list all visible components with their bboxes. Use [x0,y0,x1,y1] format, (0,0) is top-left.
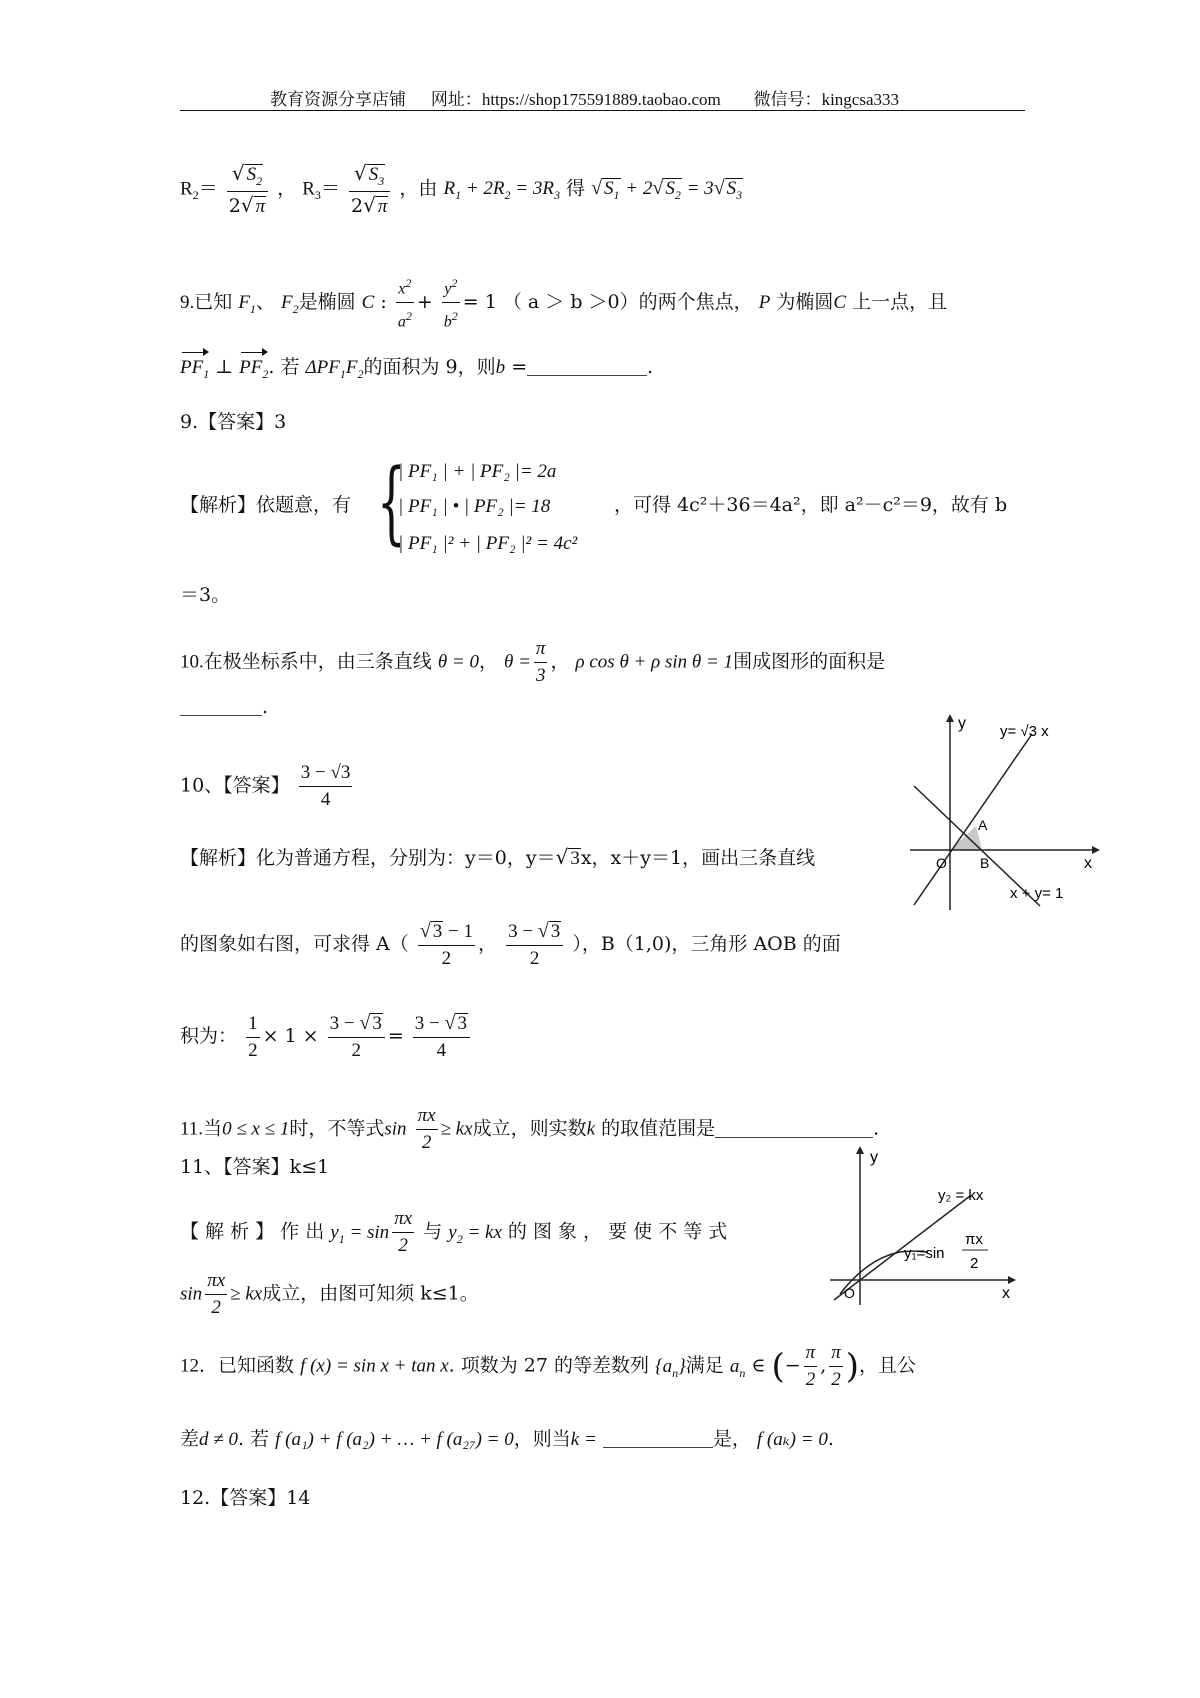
fig11-x-label: x [1002,1285,1010,1302]
q10-figure [900,710,1100,910]
fig10-origin: O [936,855,947,871]
q9-stem: 9.已知 $F_1$、 $F_2$是椭圆 C : $\frac{x^2}{a^2}$ + $\frac{y^2}{b^2}$ = 1 （ a ＞ b ＞0）的两个焦点， P 为椭圆C 上一点，且 [180,270,947,336]
y-axis-arrow [946,714,954,722]
line-y-sqrt3x [914,734,1032,905]
r-formula-line: $R_2=$ $\frac{√ S_2}{2√ \pi}$ ， $R_3=$ $\frac{√ S_3}{2√ \pi}$ ，由 $R_1 + 2R_2 = 3R_3$ 得 √ $S_1 + 2√$ $S_2 = 3√$ $S_3$ [180,161,743,217]
q9-answer-blank[interactable] [527,357,647,376]
q12-answer-blank[interactable] [603,1429,713,1448]
shop-name: 教育资源分享店铺 [270,90,406,110]
page-header [270,88,899,112]
q10-blank-line: . [180,695,268,719]
q12-stem: 12．已知函数 f (x) = sin x + tan x. 项数为 27 的等差数列 $\{a_n\}$满足 $a_n$ ∈ (− $\frac{\pi}{2}$ , $\frac{\pi}{2}$ )，且公 [180,1342,917,1390]
fig10-line1-label: y= √3 x [1000,723,1049,740]
fig11-origin: O [844,1285,855,1301]
q11-answer-blank[interactable] [715,1119,873,1138]
q10-answer-fraction: $\frac{3 - √3}{4}$ [300,762,351,810]
q10-analysis-3: 积为： $\frac{1}{2}$ × 1 × $\frac{3 - √ 3}{2}$ = $\frac{3 - √ 3}{4}$ [180,1010,473,1064]
q9-analysis-end: ＝3。 [180,584,231,606]
fig11-curve-num: πx [965,1231,983,1248]
fig11-y-label: y [870,1149,878,1166]
fig11-y-axis-arrow [856,1146,864,1154]
r2-label: R [180,178,193,200]
q9-analysis-label: 【解析】依题意，有 [180,494,352,516]
q10-answer-blank[interactable] [180,697,262,716]
wechat-label: 微信号： [753,90,822,110]
q10-analysis-1: 【解析】化为普通方程，分别为：y＝0，y＝√ 3x，x＋y＝1，画出三条直线 [180,845,816,869]
q11-stem: 11.当0 ≤ x ≤ 1时，不等式sin $\frac{\pi x}{2}$ ≥ kx成立，则实数k 的取值范围是 . [180,1105,880,1153]
q9-system-eq2: | PF₁ | • | PF₂ |= 18 [398,496,551,517]
s-relation: √ $S_1 + 2√$ $S_2 = 3√$ $S_3$ [591,178,743,199]
ellipse-x-term: $\frac{x^2}{a^2}$ [396,270,414,336]
fig11-curve-label: y₁=sin [904,1245,945,1262]
fig11-curve-den: 2 [970,1255,979,1272]
q10-analysis-2: 的图象如右图，可求得 A（ $\frac{√ 3 - 1}{2}$ ， $\frac{3 - √ 3}{2}$ ），B（1,0)，三角形 AOB 的面 [180,920,841,969]
fig10-point-b: B [980,855,990,871]
r3-fraction: $\frac{√ S_3}{2√ \pi}$ [349,160,390,219]
pi-over-3: $\frac{\pi}{3}$ [535,638,546,686]
fig11-x-axis-arrow [1008,1276,1016,1284]
shop-url[interactable]: https://shop175591889.taobao.com [481,90,721,109]
url-label: 网址： [430,90,482,110]
q9-answer: 9.【答案】3 [180,411,287,433]
fig10-y-label: y [958,715,966,732]
ellipse-y-term: $\frac{y^2}{b^2}$ [442,270,460,336]
q11-figure [820,1140,1020,1305]
fig10-line2-label: x + y= 1 [1010,885,1064,902]
r3-label: R [302,178,315,200]
x-axis-arrow [1092,846,1100,854]
q10-answer: 10、【答案】 $\frac{3 - √3}{4}$ [180,760,355,813]
q11-answer: 11、【答案】k≤1 [180,1156,330,1178]
wechat-id: kingcsa333 [821,90,899,109]
q11-analysis-1: 【 解 析 】 作 出 $y_1 = \sin$ $\frac{\pi x}{2}$ 与 $y_2$ = kx 的 图 象 ， 要 使 不 等 式 [180,1208,728,1256]
q9-stem-line2: $PF_1$ ⊥ $PF_2$. 若 $\Delta PF_1F_2$的面积为 9，则b = . [180,355,653,386]
q12-stem-line2: 差d ≠ 0. 若 f (a₁) + f (a₂) + … + f (a₂₇) = 0，则当k = 是， f (aₖ) = 0. [180,1428,834,1450]
q9-analysis-tail: ，可得 4c²＋36＝4a²，即 a²－c²＝9，故有 b [614,494,1008,516]
r2-fraction: $\frac{√ S_2}{2√ \pi}$ [227,160,268,219]
q11-analysis-2: sin $\frac{\pi x}{2}$ ≥ kx成立，由图可知须 k≤1。 [180,1270,479,1318]
q9-system-eq1: | PF₁ | + | PF₂ |= 2a [398,461,557,482]
q9-system-eq3: | PF₁ |² + | PF₂ |² = 4c² [398,533,578,554]
header-rule [180,110,1025,111]
fig11-line-label: y₂ = kx [938,1187,984,1204]
q12-answer: 12.【答案】14 [180,1487,311,1509]
q9-system-brace: { [377,450,406,555]
r-relation: $R_1 + 2R_2 = 3R_3$ [443,178,560,203]
fig10-point-a: A [978,817,988,833]
fig10-x-label: x [1084,855,1092,872]
q10-stem: 10.在极坐标系中，由三条直线 θ = 0， θ = $\frac{\pi}{3}$ ， ρ cos θ + ρ sin θ = 1围成图形的面积是 [180,636,885,689]
